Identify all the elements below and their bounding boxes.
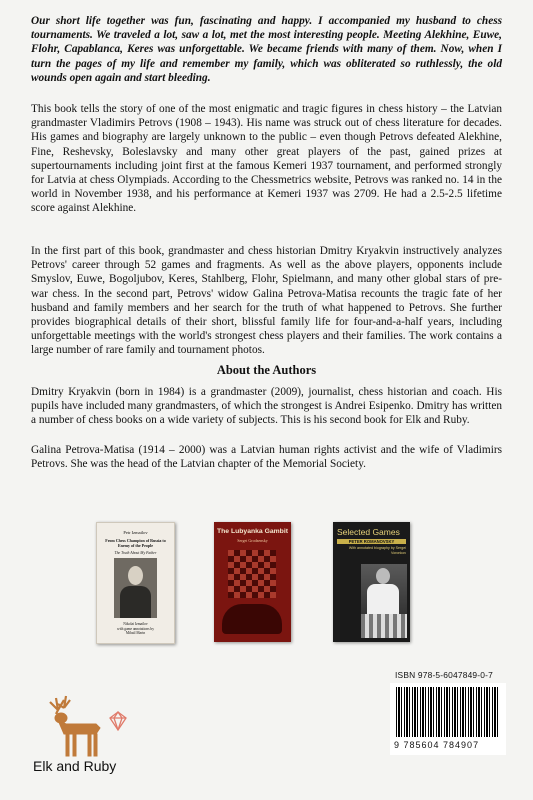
book-title: Selected Games	[337, 527, 400, 537]
book-footer-note: with game annotations by	[116, 626, 155, 631]
book-author: Petr Izmailov	[123, 530, 148, 535]
isbn-text: ISBN 978-5-6047849-0-7	[395, 670, 493, 680]
publisher-name: Elk and Ruby	[33, 758, 117, 774]
about-authors-heading: About the Authors	[216, 363, 317, 377]
hand-image	[222, 604, 282, 634]
portrait-photo	[114, 558, 157, 618]
book-cover-izmailov	[96, 522, 175, 644]
barcode	[390, 683, 506, 755]
description-paragraph-2: In the first part of this book, grandmaster and chess historian Dmitry Kryakvin instructively analyzes Petrovs' career through 52 games and fragments. As well as the above players, opponents include Smyslov, Euwe, Bogoljubov, Keres, Stahlberg, Flohr, Spielmann, and many other global stars of pre-war chess. In the second part, Petrovs' widow Galina Petrova-Matisa recounts the tragic fate of her husband and family members and her search for the truth of what happened to Petrovs. She further provides biographical details of their short, blissful family life for four-and-a-half years, including unforgettable meetings with the world's strongest chess players and their families. The work contains a large number of rare family and tournament photos.	[31, 245, 502, 357]
book-author: PETER ROMANOVSKY	[337, 539, 406, 544]
barcode-bars	[396, 687, 500, 737]
book-footer-name: Nikolai Izmailov	[123, 622, 148, 626]
book-footer	[97, 622, 174, 636]
author-bio-petrova-matisa: Galina Petrova-Matisa (1914 – 2000) was a Latvian human rights activist and the wife of Vladimirs Petrovs. She was the head of the Latvian chapter of the Memorial Society.	[31, 444, 502, 471]
author-bio-kryakvin: Dmitry Kryakvin (born in 1984) is a grandmaster (2009), journalist, chess historian and coach. His pupils have included many grandmasters, of which the strongest is Andrei Esipenko. Dmitry has written a number of chess books on a wide variety of subjects. This is his second book for Elk and Ruby.	[31, 386, 502, 427]
widow-quote: Our short life together was fun, fascinating and happy. I accompanied my husband to chess tournaments. We traveled a lot, saw a lot, met the most interesting people. Meeting Alekhine, Euwe, Flohr, Capablanca, Keres was unforgettable. We became friends with many of them. Now, when I turn the pages of my life and remember my family, which was obliterated so ruthlessly, the old wounds open again and start bleeding.	[31, 15, 502, 84]
book-subtitle: With annotated biography by Sergei Voronkov	[348, 546, 406, 555]
player-photo	[361, 564, 407, 638]
book-cover-lubyanka-gambit	[214, 522, 291, 642]
book-title: From Chess Champion of Russia to Enemy of the People	[105, 538, 166, 548]
book-footer-annotator: Mihail Marin	[125, 631, 146, 636]
description-paragraph-1: This book tells the story of one of the most enigmatic and tragic figures in chess history – the Latvian grandmaster Vladimirs Petrovs (1908 – 1943). His name was struck out of chess literature for decades. His games and biography are largely unknown to the public – even though Petrovs defeated Alekhine, Fine, Reshevsky, Boleslavsky and many other great players of the past, gained prizes at supertournaments including joint first at the famous Kemeri 1937 tournament, and performed strongly for Latvia at chess Olympiads. According to the Chessmetrics website, Petrovs was ranked no. 14 in the world in November 1938, and his performance at Kemeri 1937 was 2709. He had a 2.5-2.5 lifetime score against Alekhine.	[31, 103, 502, 215]
book-cover-selected-games	[333, 522, 410, 642]
book-subtitle: The Truth About My Father	[114, 551, 157, 555]
book-title: The Lubyanka Gambit	[216, 528, 288, 535]
chessboard-image	[228, 550, 276, 598]
barcode-number: 9 785604 784907	[394, 740, 480, 750]
book-author: Sergei Grodzensky	[237, 538, 268, 543]
